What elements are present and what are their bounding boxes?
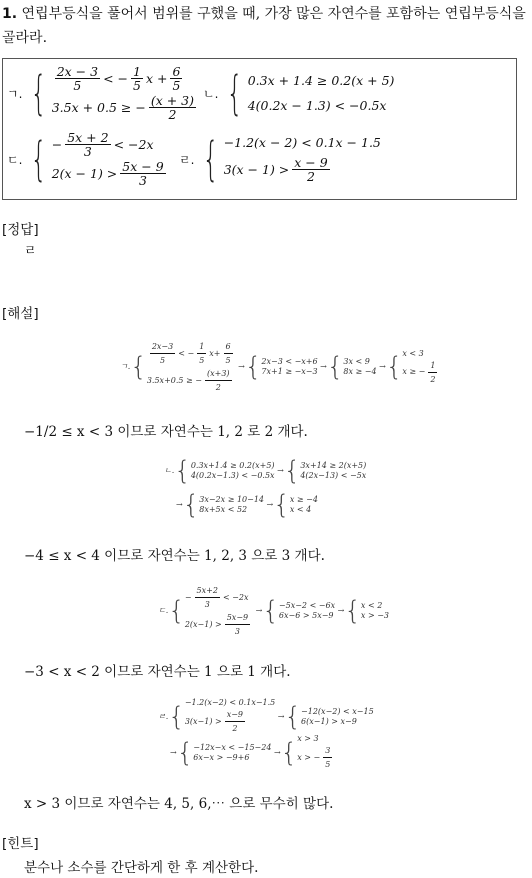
solution-b-steps: ㄴ. { 0.3x+1.4 ≥ 0.2(x+5) 4(0.2x−1.3) < −0.5x → { 3x+14 ≥ 2(x+5) 4(2x−13) < −5x xyxy=(164,456,367,486)
choice-c: ㄷ. { − $\frac{5x + 2}{3}$ < −2x 2(x − 1) > $\frac{5x - 9}{3}$ xyxy=(7,130,164,188)
choice-b-mark: ㄴ. xyxy=(203,86,219,101)
solution-d-steps-2: → { −12x−x < −15−24 6x−x > −9+6 → { x > 3 x > − $\frac{3}{5}$ xyxy=(170,734,331,769)
hint-label: [힌트] xyxy=(2,836,39,852)
brace-icon: { xyxy=(31,66,48,120)
solution-c-result: −3 < x < 2 이므로 자연수는 1 으로 1 개다. xyxy=(24,664,291,680)
answer-value: ㄹ xyxy=(24,244,37,259)
answer-label: [정답] xyxy=(2,222,39,238)
question xyxy=(2,2,530,50)
solution-b-result: −4 ≤ x < 4 이므로 자연수는 1, 2, 3 으로 3 개다. xyxy=(24,548,325,564)
choice-b: ㄴ. { 0.3x + 1.4 ≥ 0.2(x + 5) 4(0.2x − 1.3) < −0.5x xyxy=(203,66,395,120)
choice-d-mark: ㄹ. xyxy=(179,152,195,167)
solution-a-result: −1/2 ≤ x < 3 이므로 자연수는 1, 2 로 2 개다. xyxy=(24,424,308,440)
solution-b-steps-2: → { 3x−2x ≥ 10−14 8x+5x < 52 → { x ≥ −4 x < 4 xyxy=(176,490,318,520)
brace-icon: { xyxy=(203,132,220,186)
question-number: 1. xyxy=(2,6,18,22)
choice-a-mark: ㄱ. xyxy=(7,86,23,101)
brace-icon: { xyxy=(227,66,244,120)
choice-c-mark: ㄷ. xyxy=(7,152,23,167)
explanation-label: [해설] xyxy=(2,306,39,322)
hint-text: 분수나 소수를 간단하게 한 후 계산한다. xyxy=(24,860,259,876)
solution-d-result: x > 3 이므로 자연수는 4, 5, 6,⋯ 으로 무수히 많다. xyxy=(24,796,334,812)
choice-d: ㄹ. { −1.2(x − 2) < 0.1x − 1.5 3(x − 1) > $\frac{x - 9}{2}$ xyxy=(179,132,381,186)
brace-icon: { xyxy=(31,132,48,186)
question-text: 연립부등식을 풀어서 범위를 구했을 때, 가장 많은 자연수를 포함하는 연립부등식을 골라라. xyxy=(2,6,526,46)
solution-a-steps: ㄱ. { $\frac{2x-3}{5}$ < − $\frac{1}{5}$ x+ $\frac{6}{5}$ 3.5x+0.5 ≥ − $\frac{(x+3)}{2}$ → { 2x−3 < −x+6 7x+1 ≥ −x−3 → { 3x < 9 8x ≥ −4 → { x < 3 x ≥ − $\frac{1}{2}$ xyxy=(120,342,436,392)
choices-box xyxy=(2,58,517,200)
solution-c-steps: ㄷ. { − $\frac{5x+2}{3}$ < −2x 2(x−1) > $\frac{5x-9}{3}$ → { −5x−2 < −6x 6x−6 > 5x−9 → { x < 2 x > −3 xyxy=(158,586,390,636)
solution-d-steps: ㄹ. { −1.2(x−2) < 0.1x−1.5 3(x−1) > $\frac{x-9}{2}$ → { −12(x−2) < x−15 6(x−1) > x−9 xyxy=(158,698,374,733)
choice-a: ㄱ. { $\frac{2x - 3}{5}$ < − $\frac{1}{5}$ x + $\frac{6}{5}$ 3.5x + 0.5 ≥ − $\frac{(x + 3)}{2}$ xyxy=(7,64,195,122)
